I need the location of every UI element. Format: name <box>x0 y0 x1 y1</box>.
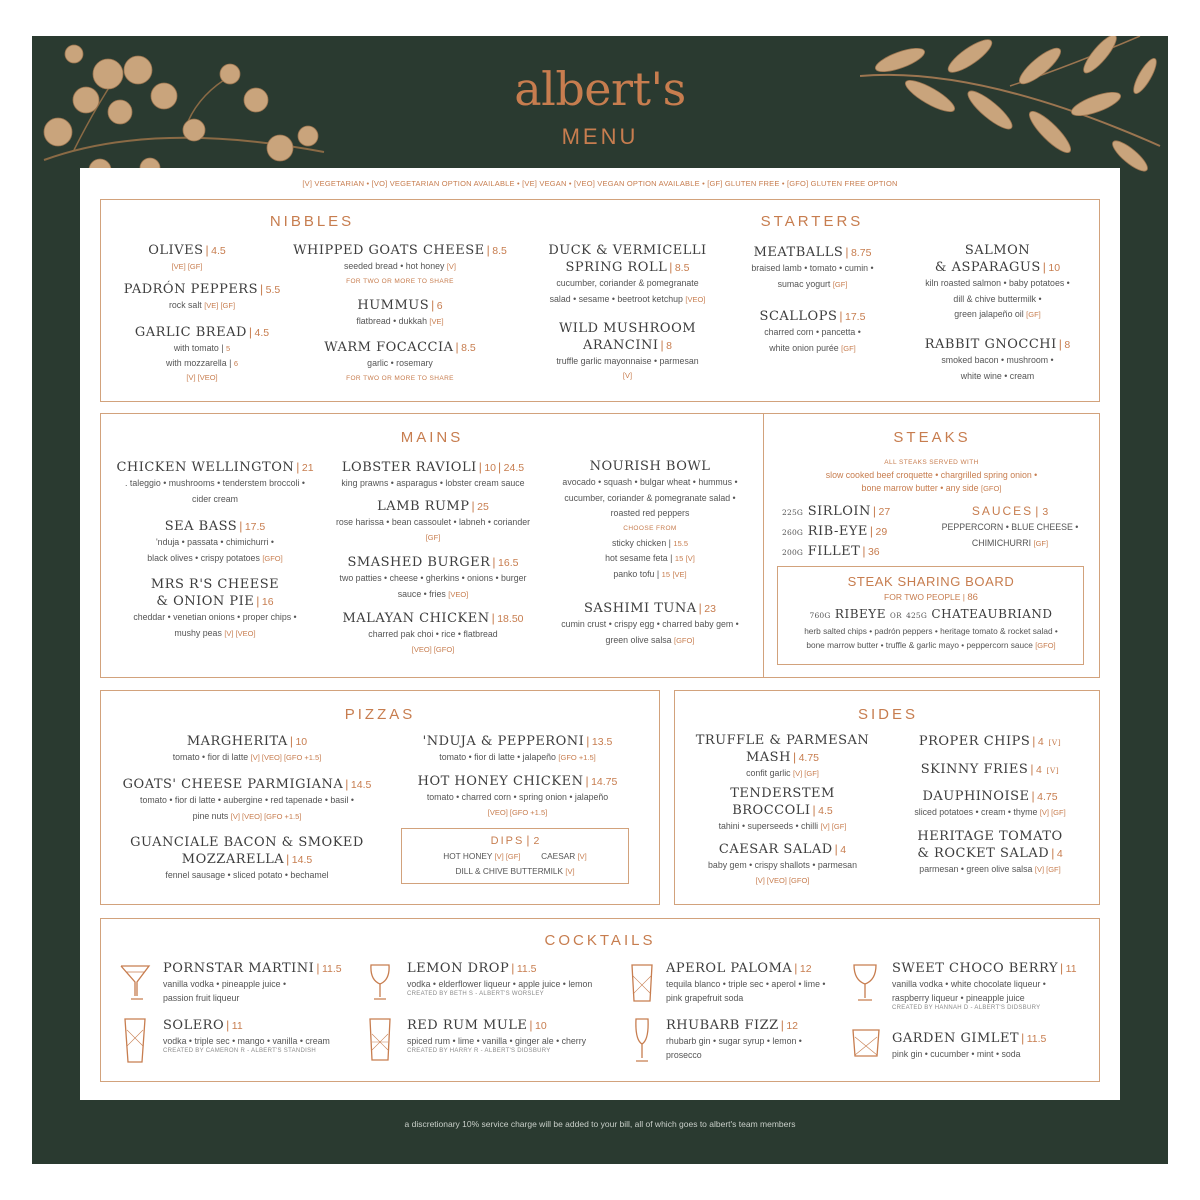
menu-item-garlic-bread: GARLIC BREAD | 4.5 with tomato | 5 with mozzarella | 6 [V] [VEO] <box>134 325 270 382</box>
steaks-note-tag: [GFO] <box>981 484 1002 493</box>
item-desc: smoked bacon • mushroom • <box>941 355 1054 365</box>
menu-item-chicken-wellington: CHICKEN WELLINGTON | 21 . taleggio • mushrooms • tenderstem broccoli • cider cream <box>110 459 320 507</box>
item-desc: kiln roasted salmon • baby potatoes • <box>925 278 1070 288</box>
item-desc-line2: white wine • cream <box>960 370 1035 381</box>
item-name: APEROL PALOMA <box>666 961 793 976</box>
item-name: HERITAGE TOMATO <box>917 829 1063 844</box>
item-credit: CREATED BY HARRY R - ALBERT'S DIDSBURY <box>407 1048 551 1054</box>
item-name: RED RUM MULE <box>407 1018 528 1033</box>
item-desc: cheddar • venetian onions • proper chips • <box>133 612 297 622</box>
menu-item-rabbit-gnocchi: RABBIT GNOCCHI | 8 smoked bacon • mushroom • white wine • cream <box>905 336 1090 384</box>
item-name: PADRÓN PEPPERS <box>123 282 258 297</box>
item-name: NOURISH BOWL <box>589 459 711 474</box>
item-name: SKINNY FRIES <box>920 762 1029 777</box>
cocktail-sweet-choco-berry: SWEET CHOCO BERRY | 11 vanilla vodka • white chocolate liqueur • raspberry liqueur • pineapple juice CREATED BY HANNAH D - ALBERT'S DIDSBURY <box>892 960 1092 1011</box>
cocktail-lemon-drop: LEMON DROP | 11.5 vodka • elderflower liqueur • apple juice • lemon CREATED BY BETH S - ALBERT'S WORSLEY <box>407 960 622 997</box>
item-price: 4 <box>1037 736 1044 748</box>
item-desc-line3: green jalapeño oil <box>954 309 1024 319</box>
item-name: MALAYAN CHICKEN <box>342 611 490 626</box>
item-desc: king prawns • asparagus • lobster cream sauce <box>341 478 525 488</box>
item-desc-line2: black olives • crispy potatoes <box>147 552 260 563</box>
item-tags: [VE] [GF] <box>171 262 203 271</box>
item-price: 11 <box>1065 963 1077 975</box>
item-tags: [V] [VEO] [GFO] <box>755 875 810 885</box>
item-tags: [V] <box>622 370 633 380</box>
menu-item-dips: DIPS | 2 HOT HONEY [V] [GF] CAESAR [V] DILL & CHIVE BUTTERMILK [V] <box>443 833 587 876</box>
steak-cut: 200G FILLET | 36 <box>782 544 880 559</box>
item-desc: pink gin • cucumber • mint • soda <box>892 1049 1021 1059</box>
item-price: 4.75 <box>798 752 819 764</box>
item-price: 4.5 <box>818 805 833 817</box>
item-price: 4.5 <box>211 245 226 257</box>
item-tags: [VEO] [GFO] <box>411 644 455 654</box>
item-tags: [V] [VEO] [GFO +1.5] <box>250 753 322 762</box>
item-option: with tomato <box>173 343 219 353</box>
item-name: MRS R'S CHEESE <box>150 577 280 592</box>
item-tags: [V] [GF] <box>793 769 819 778</box>
item-desc: seeded bread • hot honey <box>343 261 445 271</box>
item-desc: charred corn • pancetta • <box>764 327 861 337</box>
item-name: LAMB RUMP <box>377 499 470 514</box>
item-name: WHIPPED GOATS CHEESE <box>293 243 485 258</box>
item-price-large: 24.5 <box>503 462 525 474</box>
dip-3: DILL & CHIVE BUTTERMILK <box>455 865 564 876</box>
service-charge-note: a discretionary 10% service charge will be added to your bill, all of which goes to albert's team members <box>404 1119 796 1129</box>
item-desc: parmesan • green olive salsa <box>919 864 1033 874</box>
steak-cut: 260G RIB-EYE | 29 <box>782 524 888 539</box>
martini-glass-icon <box>118 962 152 1002</box>
item-tags: [VE] <box>429 317 444 326</box>
tumbler-glass-icon <box>366 1016 394 1064</box>
item-tags: [V] [GF] <box>820 822 847 831</box>
board-cut-1: RIBEYE <box>834 606 886 621</box>
menu-item-skinny-fries: SKINNY FRIES | 4 [V] <box>920 762 1060 777</box>
item-name: GOATS' CHEESE PARMIGIANA <box>122 777 344 792</box>
item-name-line2: SPRING ROLL <box>565 260 668 275</box>
item-price: 8.75 <box>850 247 872 259</box>
item-desc-line2: cucumber, coriander & pomegranate salad • <box>564 492 736 503</box>
item-name: SASHIMI TUNA <box>584 601 697 616</box>
item-desc-line2: mushy peas <box>174 627 222 638</box>
item-price: 11 <box>231 1020 243 1032</box>
item-desc-line2: green olive salsa <box>605 634 672 645</box>
menu-item-guanciale: GUANCIALE BACON & SMOKED MOZZARELLA | 14.5 fennel sausage • sliced potato • bechamel <box>112 835 382 884</box>
item-credit: CREATED BY BETH S - ALBERT'S WORSLEY <box>407 991 544 997</box>
coupe-glass-icon <box>850 962 880 1004</box>
item-tags: [V] [GF] <box>1034 865 1061 874</box>
menu-item-truffle-mash: TRUFFLE & PARMESAN MASH | 4.75 confit garlic [V] [GF] <box>685 733 880 782</box>
item-name: TENDERSTEM <box>730 786 835 801</box>
item-tags: [GFO] <box>262 553 283 563</box>
item-name-line2: BROCCOLI <box>732 803 811 818</box>
steaks-note: ALL STEAKS SERVED WITH <box>884 459 979 466</box>
item-name: GARLIC BREAD <box>134 325 247 340</box>
item-tags: [VEO] <box>685 294 706 304</box>
menu-item-nduja-pepperoni: 'NDUJA & PEPPERONI | 13.5 tomato • fior di latte • jalapeño [GFO +1.5] <box>422 734 613 762</box>
item-price: 5.5 <box>265 284 281 296</box>
item-desc: fennel sausage • sliced potato • bechamel <box>165 870 329 880</box>
menu-item-whipped-goats-cheese: WHIPPED GOATS CHEESE | 8.5 seeded bread • hot honey [V] FOR TWO OR MORE TO SHARE <box>285 242 515 289</box>
item-price: 21 <box>301 462 314 474</box>
cocktail-aperol-paloma: APEROL PALOMA | 12 tequila blanco • triple sec • aperol • lime • pink grapefruit soda <box>666 960 846 1005</box>
item-name: HUMMUS <box>357 298 430 313</box>
menu-item-olives: OLIVES | 4.5 [VE] [GF] <box>148 243 226 271</box>
menu-item-smashed-burger: SMASHED BURGER | 16.5 two patties • cheese • gherkins • onions • burger sauce • fries [VEO] <box>323 554 543 602</box>
item-price: 14.5 <box>350 779 372 791</box>
item-price: 8 <box>666 340 672 352</box>
item-name: PORNSTAR MARTINI <box>163 961 315 976</box>
steak-cut: 225G SIRLOIN | 27 <box>782 504 891 519</box>
item-name-line2: & ONION PIE <box>156 594 255 609</box>
sauces-title: SAUCES <box>971 504 1034 518</box>
menu-item-malayan-chicken: MALAYAN CHICKEN | 18.50 charred pak choi • rice • flatbread [VEO] [GFO] <box>323 610 543 656</box>
menu-item-sharing-board: STEAK SHARING BOARD FOR TWO PEOPLE | 86 760G RIBEYE OR 425G CHATEAUBRIAND herb salted chips • padrón peppers • heritage tomato & rocket salad • bone marrow butter • truffle & garlic mayo • peppercorn sauce [GFO] <box>780 574 1082 652</box>
item-name: WILD MUSHROOM <box>558 321 697 336</box>
item-name: LOBSTER RAVIOLI <box>341 460 477 475</box>
sauces-desc-line2: CHIMICHURRI <box>971 537 1032 548</box>
item-name: RHUBARB FIZZ <box>666 1018 779 1033</box>
item-desc: rock salt <box>168 300 202 310</box>
highball-glass-icon <box>120 1016 150 1066</box>
dip-2: CAESAR <box>541 851 576 861</box>
sauces-price: 3 <box>1042 506 1049 518</box>
item-price: 4 <box>1056 848 1063 860</box>
item-price: 8.5 <box>674 262 690 274</box>
section-title-cocktails: COCKTAILS <box>544 932 656 949</box>
cocktail-garden-gimlet: GARDEN GIMLET | 11.5 pink gin • cucumber • mint • soda <box>892 1030 1092 1061</box>
cocktail-red-rum-mule: RED RUM MULE | 10 spiced rum • lime • vanilla • ginger ale • cherry CREATED BY HARRY R - ALBERT'S DIDSBURY <box>407 1017 622 1054</box>
section-title-pizzas: PIZZAS <box>344 706 416 723</box>
menu-item-sashimi-tuna: SASHIMI TUNA | 23 cumin crust • crispy egg • charred baby gem • green olive salsa [GFO] <box>545 600 755 648</box>
cocktail-pornstar-martini: PORNSTAR MARTINI | 11.5 vanilla vodka • pineapple juice • passion fruit liqueur <box>163 960 363 1005</box>
item-name: DAUPHINOISE <box>922 789 1030 804</box>
item-note: FOR TWO OR MORE TO SHARE <box>346 277 454 285</box>
steaks-served-with <box>775 457 1088 495</box>
item-price: 13.5 <box>591 736 613 748</box>
item-tags: [GFO] <box>674 635 695 645</box>
menu-item-salmon-asparagus: SALMON & ASPARAGUS | 10 kiln roasted salmon • baby potatoes • dill & chive buttermilk • green jalapeño oil [GF] <box>905 243 1090 323</box>
item-name-line2: & ROCKET SALAD <box>917 846 1050 861</box>
item-name-line2: MASH <box>745 750 791 765</box>
section-title-sides: SIDES <box>857 706 918 723</box>
item-name: LEMON DROP <box>407 961 510 976</box>
item-tags: [VEO] [GFO +1.5] <box>487 807 548 817</box>
menu-item-tenderstem-broccoli: TENDERSTEM BROCCOLI | 4.5 tahini • superseeds • chilli [V] [GF] <box>685 786 880 835</box>
item-price: 6 <box>436 300 443 312</box>
item-desc: 'nduja • passata • chimichurri • <box>156 537 274 547</box>
item-desc-line2: salad • sesame • beetroot ketchup <box>549 293 683 304</box>
item-desc-line2: dill & chive buttermilk • <box>953 293 1042 304</box>
steaks-note-line2: slow cooked beef croquette • chargrilled spring onion • <box>825 470 1038 480</box>
section-title-mains: MAINS <box>400 429 464 446</box>
steak-sauces: SAUCES | 3 PEPPERCORN • BLUE CHEESE • CHIMICHURRI [GF] <box>925 503 1095 551</box>
item-tags: [GF] <box>425 532 441 542</box>
item-tags: [V] <box>446 262 457 271</box>
item-desc: confit garlic <box>746 768 791 778</box>
item-price: 25 <box>477 501 489 513</box>
item-price: 14.75 <box>591 776 618 788</box>
item-desc: two patties • cheese • gherkins • onions • burger <box>339 573 527 583</box>
item-price: 10 <box>1048 262 1061 274</box>
menu-item-proper-chips: PROPER CHIPS | 4 [V] <box>918 734 1062 749</box>
item-desc: charred pak choi • rice • flatbread <box>368 629 498 639</box>
sauces-desc: PEPPERCORN • BLUE CHEESE • <box>941 522 1079 532</box>
menu-item-duck-spring-roll: DUCK & VERMICELLI SPRING ROLL | 8.5 cucumber, coriander & pomegranate salad • sesame • beetroot ketchup [VEO] <box>530 243 725 307</box>
item-name: SCALLOPS <box>759 309 838 324</box>
item-price: 8.5 <box>461 342 476 354</box>
item-desc-line2: raspberry liqueur • pineapple juice <box>892 993 1025 1003</box>
item-name: DUCK & VERMICELLI <box>548 243 707 258</box>
menu-item-meatballs: MEATBALLS | 8.75 braised lamb • tomato • cumin • sumac yogurt [GF] <box>730 244 895 292</box>
item-tags: [V] [VEO] <box>186 372 218 382</box>
board-price: 86 <box>967 592 978 603</box>
item-desc: flatbread • dukkah <box>356 316 427 326</box>
item-desc: sliced potatoes • cream • thyme <box>914 807 1038 817</box>
dips-title: DIPS <box>490 835 525 847</box>
menu-item-padron: PADRÓN PEPPERS | 5.5 rock salt [VE] [GF] <box>123 282 281 310</box>
item-desc: rose harissa • bean cassoulet • labneh • coriander <box>335 517 531 527</box>
cocktail-solero: SOLERO | 11 vodka • triple sec • mango • vanilla • cream CREATED BY CAMERON R - ALBERT'S STANDISH <box>163 1017 363 1054</box>
item-price: 4 <box>840 844 847 856</box>
item-note: FOR TWO OR MORE TO SHARE <box>346 374 454 382</box>
item-price: 11.5 <box>1026 1033 1047 1045</box>
menu-item-dauphinoise: DAUPHINOISE | 4.75 sliced potatoes • cream • thyme [V] [GF] <box>914 789 1066 817</box>
item-price: 18.50 <box>497 613 524 625</box>
steak-cuts-list <box>782 502 922 562</box>
flute-glass-icon <box>630 1016 654 1064</box>
section-title-starters: STARTERS <box>760 213 864 230</box>
item-option-price: 5 <box>226 344 231 353</box>
item-desc-line3: roasted red peppers <box>610 508 690 518</box>
item-desc-line2: sumac yogurt <box>777 278 831 289</box>
item-price: 14.5 <box>291 854 313 866</box>
dietary-legend: [V] VEGETARIAN • [VO] VEGETARIAN OPTION AVAILABLE • [VE] VEGAN • [VEO] VEGAN OPTION AVAILABLE • [GF] GLUTEN FREE • [GFO] GLUTEN FREE OPTION <box>302 179 898 188</box>
item-tags: [GF] <box>841 343 856 353</box>
item-price: 4 <box>1035 764 1042 776</box>
item-price: 12 <box>786 1020 799 1032</box>
menu-item-nourish-bowl <box>545 459 755 582</box>
item-name: MEATBALLS <box>753 245 844 260</box>
item-credit: CREATED BY HANNAH D - ALBERT'S DIDSBURY <box>892 1005 1041 1011</box>
wine-glass-icon <box>366 962 394 1002</box>
item-name: WARM FOCACCIA <box>324 340 454 355</box>
item-tags: [V] <box>1046 766 1060 775</box>
item-desc-line2: prosecco <box>666 1050 702 1060</box>
item-price: 10 <box>535 1020 547 1032</box>
item-name-line2: ARANCINI <box>582 338 659 353</box>
item-tags: [VE] [GF] <box>204 301 236 310</box>
item-price: 16.5 <box>498 557 519 569</box>
item-name: CHICKEN WELLINGTON <box>116 460 295 475</box>
board-tags: [GFO] <box>1035 641 1056 650</box>
item-price: 23 <box>704 603 716 615</box>
old-fashioned-glass-icon <box>850 1027 882 1059</box>
item-name: SMASHED BURGER <box>347 555 491 570</box>
item-desc: vodka • elderflower liqueur • apple juice • lemon <box>407 979 593 989</box>
item-desc: cucumber, coriander & pomegranate <box>556 278 699 288</box>
item-desc-line2: sauce • fries <box>397 588 446 599</box>
item-option-price: 6 <box>233 358 238 368</box>
board-subtitle: FOR TWO PEOPLE <box>884 592 961 602</box>
board-title: STEAK SHARING BOARD <box>847 574 1015 589</box>
item-option: with mozzarella <box>166 357 227 368</box>
menu-item-lobster-ravioli: LOBSTER RAVIOLI | 10 | 24.5 king prawns • asparagus • lobster cream sauce <box>323 459 543 492</box>
item-name: TRUFFLE & PARMESAN <box>695 733 870 748</box>
item-tags: [GFO +1.5] <box>558 753 596 762</box>
item-desc: tomato • fior di latte • jalapeño <box>439 752 556 762</box>
menu-item-warm-focaccia: WARM FOCACCIA | 8.5 garlic • rosemary FOR TWO OR MORE TO SHARE <box>305 339 495 386</box>
item-name: SALMON <box>964 243 1031 258</box>
sauces-tags: [GF] <box>1033 538 1049 548</box>
bowl-option: hot sesame feta | 15 [V] <box>605 553 695 563</box>
item-desc: tomato • charred corn • spring onion • jalapeño <box>426 792 609 802</box>
menu-item-sea-bass: SEA BASS | 17.5 'nduja • passata • chimichurri • black olives • crispy potatoes [GFO] <box>115 518 315 566</box>
item-price: 11.5 <box>321 963 342 975</box>
bowl-option: panko tofu | 15 [VE] <box>613 568 687 579</box>
item-name: CAESAR SALAD <box>718 842 833 857</box>
menu-item-scallops: SCALLOPS | 17.5 charred corn • pancetta • white onion purée [GF] <box>730 308 895 356</box>
board-cut-2: CHATEAUBRIAND <box>931 606 1053 621</box>
item-desc: vodka • triple sec • mango • vanilla • cream <box>163 1036 330 1046</box>
item-tags: [V] [VEO] [GFO +1.5] <box>230 811 302 821</box>
menu-item-cheese-onion-pie: MRS R'S CHEESE & ONION PIE | 16 cheddar • venetian onions • proper chips • mushy peas [V] [VEO] <box>110 577 320 641</box>
item-desc: braised lamb • tomato • cumin • <box>751 263 874 273</box>
item-desc: rhubarb gin • sugar syrup • lemon • <box>666 1036 802 1046</box>
item-price: 16 <box>261 596 274 608</box>
section-title-nibbles: NIBBLES <box>269 213 355 230</box>
section-title-steaks: STEAKS <box>893 429 971 446</box>
bowl-option: sticky chicken | 15.5 <box>611 537 689 548</box>
item-desc: spiced rum • lime • vanilla • ginger ale • cherry <box>407 1036 587 1046</box>
item-name: PROPER CHIPS <box>918 734 1031 749</box>
item-price: 10 <box>295 736 308 748</box>
board-desc-line2: bone marrow butter • truffle & garlic mayo • peppercorn sauce <box>806 640 1033 650</box>
item-price: 8.5 <box>492 245 507 257</box>
cocktail-rhubarb-fizz: RHUBARB FIZZ | 12 rhubarb gin • sugar syrup • lemon • prosecco <box>666 1017 846 1062</box>
item-desc-line2: pink grapefruit soda <box>666 993 744 1003</box>
brand-logo: albert's <box>514 62 686 116</box>
item-desc: baby gem • crispy shallots • parmesan <box>708 860 857 870</box>
menu-item-hummus: HUMMUS | 6 flatbread • dukkah [VE] <box>356 298 444 326</box>
item-name-line2: & ASPARAGUS <box>934 260 1041 275</box>
item-desc: cumin crust • crispy egg • charred baby gem • <box>561 619 739 629</box>
item-name: HOT HONEY CHICKEN <box>417 774 584 789</box>
item-desc: tomato • fior di latte <box>172 752 249 762</box>
steaks-note-line3: bone marrow butter • any side <box>861 483 979 493</box>
item-price: 10 <box>484 462 497 474</box>
item-tags: [GF] <box>832 279 848 289</box>
menu-item-lamb-rump: LAMB RUMP | 25 rose harissa • bean cassoulet • labneh • coriander [GF] <box>323 498 543 544</box>
item-desc: garlic • rosemary <box>367 358 433 368</box>
item-note: CHOOSE FROM <box>623 524 677 532</box>
item-tags: [GF] <box>1026 310 1041 319</box>
item-desc: tequila blanco • triple sec • aperol • lime • <box>666 979 826 989</box>
menu-item-caesar-salad: CAESAR SALAD | 4 baby gem • crispy shallots • parmesan [V] [VEO] [GFO] <box>685 841 880 887</box>
item-name: GARDEN GIMLET <box>892 1031 1020 1046</box>
item-desc: tomato • fior di latte • aubergine • red tapenade • basil • <box>140 795 354 805</box>
item-desc: avocado • squash • bulgar wheat • hummus • <box>562 477 738 487</box>
item-price: 4.75 <box>1037 791 1058 803</box>
item-desc-line2: passion fruit liqueur <box>163 993 240 1003</box>
item-name: GUANCIALE BACON & SMOKED <box>130 835 364 850</box>
item-desc: vanilla vodka • white chocolate liqueur • <box>892 979 1046 989</box>
board-desc: herb salted chips • padrón peppers • heritage tomato & rocket salad • <box>804 625 1058 636</box>
menu-item-margherita: MARGHERITA | 10 tomato • fior di latte [V] [VEO] [GFO +1.5] <box>172 734 322 762</box>
item-tags: [V] [GF] <box>1039 808 1066 817</box>
item-credit: CREATED BY CAMERON R - ALBERT'S STANDISH <box>163 1048 317 1054</box>
item-desc: vanilla vodka • pineapple juice • <box>163 979 287 989</box>
dips-price: 2 <box>533 835 540 847</box>
item-tags: [V] <box>1048 738 1062 747</box>
item-price: 17.5 <box>244 521 266 533</box>
rocks-glass-icon <box>628 962 656 1004</box>
item-price: 11.5 <box>516 963 537 975</box>
item-price: 8 <box>1064 339 1071 351</box>
item-price: 12 <box>799 963 812 975</box>
item-name: SEA BASS <box>164 519 238 534</box>
menu-item-goats-parmigiana: GOATS' CHEESE PARMIGIANA | 14.5 tomato • fior di latte • aubergine • red tapenade • basil • pine nuts [V] [VEO] [GFO +1.5] <box>112 776 382 824</box>
item-name: MARGHERITA <box>186 734 288 749</box>
item-desc-line2: pine nuts <box>192 810 229 821</box>
item-name-line2: MOZZARELLA <box>181 852 285 867</box>
item-desc: truffle garlic mayonnaise • parmesan <box>556 356 699 366</box>
item-tags: [VEO] <box>448 589 469 599</box>
item-desc-line2: cider cream <box>192 493 238 504</box>
menu-heading: MENU <box>561 124 639 149</box>
item-name: OLIVES <box>148 243 204 258</box>
item-desc: . taleggio • mushrooms • tenderstem broccoli • <box>125 478 305 488</box>
item-price: 4.5 <box>254 327 270 339</box>
item-name: 'NDUJA & PEPPERONI <box>422 734 585 749</box>
item-name: SOLERO <box>163 1018 225 1033</box>
item-name: RABBIT GNOCCHI <box>924 337 1057 352</box>
item-tags: [V] [VEO] <box>224 628 256 638</box>
item-desc-line2: white onion purée <box>769 342 839 353</box>
menu-item-mushroom-arancini: WILD MUSHROOM ARANCINI | 8 truffle garlic mayonnaise • parmesan [V] <box>530 321 725 381</box>
menu-item-heritage-tomato: HERITAGE TOMATO & ROCKET SALAD | 4 parmesan • green olive salsa [V] [GF] <box>895 829 1085 878</box>
item-desc: tahini • superseeds • chilli <box>718 821 819 831</box>
menu-item-hot-honey-chicken: HOT HONEY CHICKEN | 14.75 tomato • charred corn • spring onion • jalapeño [VEO] [GFO +1.5] <box>395 773 640 819</box>
item-price: 17.5 <box>845 311 866 323</box>
dip-1: HOT HONEY <box>443 851 493 861</box>
item-name: SWEET CHOCO BERRY <box>892 961 1059 976</box>
